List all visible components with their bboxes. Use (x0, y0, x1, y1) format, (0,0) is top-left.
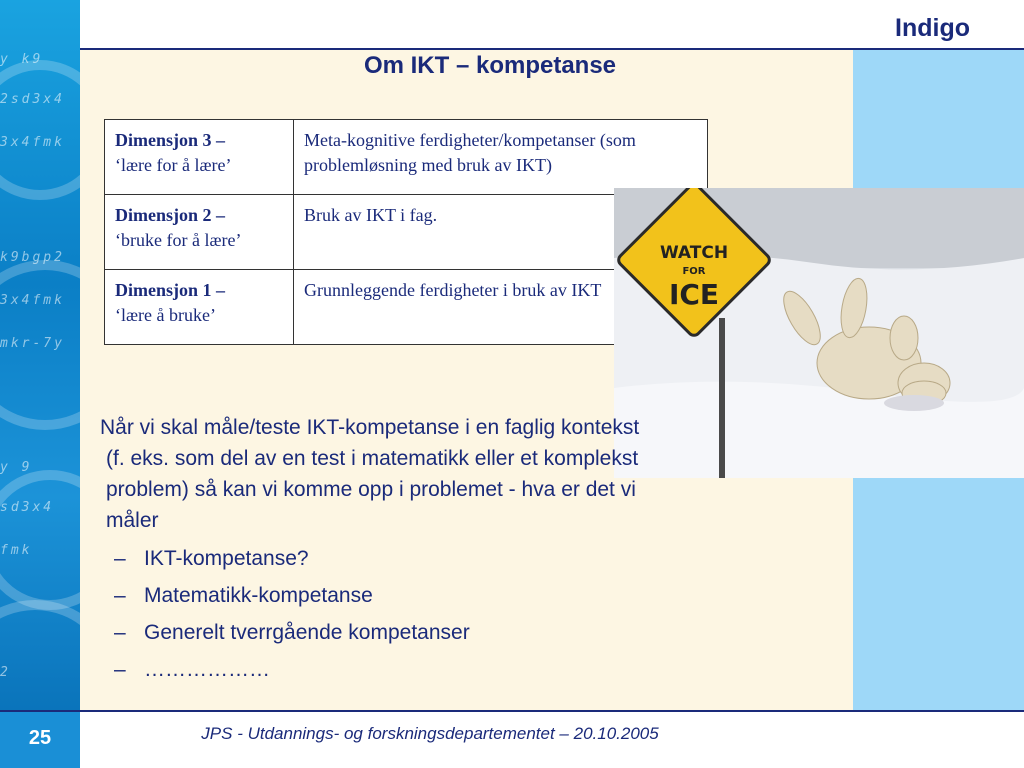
dimension-description: ‘lære å bruke’ (115, 305, 216, 325)
slide-body (100, 412, 640, 688)
page-number: 25 (0, 712, 80, 768)
dimension-content: Meta-kognitive ferdigheter/kompetanser (som problemløsning med bruk av IKT) (294, 120, 708, 195)
dimension-name: Dimensjon 1 – (115, 280, 226, 300)
bullet-dash: – (114, 584, 126, 607)
table-row (105, 120, 708, 195)
bullet-list (100, 540, 640, 688)
list-item (100, 614, 640, 651)
dimension-cell (105, 195, 294, 270)
polar-bear-sign-illustration (614, 188, 1024, 478)
dimension-description: ‘bruke for å lære’ (115, 230, 242, 250)
body-paragraph: Når vi skal måle/teste IKT-kompetanse i en faglig kontekst (f. eks. som del av en test i matematikk eller et komplekst problem) så kan vi komme opp i problemet - hva er det vi måler (100, 416, 640, 532)
dimension-content: Grunnleggende ferdigheter i bruk av IKT (294, 270, 708, 345)
sign-text-watch: WATCH (659, 243, 729, 263)
list-item (100, 651, 640, 688)
brand-label: Indigo (895, 14, 970, 42)
decorative-side-strip: y k9 2sd3x4 3x4fmk k9bgp2 3x4fmk mkr-7y y 9 sd3x4 fmk 2 (0, 0, 80, 710)
dimension-content: Bruk av IKT i fag. (294, 195, 708, 270)
dimension-name: Dimensjon 2 – (115, 205, 226, 225)
sign-text-ice: ICE (668, 278, 720, 311)
bullet-dash: – (114, 621, 126, 644)
bullet-text: IKT-kompetanse? (144, 547, 309, 570)
footer-text: JPS - Utdannings- og forskningsdepartementet – 20.10.2005 (201, 724, 659, 743)
bullet-dash: – (114, 658, 126, 681)
list-item (100, 540, 640, 577)
watch-for-ice-photo (614, 188, 1024, 478)
dimension-cell (105, 270, 294, 345)
list-item (100, 577, 640, 614)
dimension-name: Dimensjon 3 – (115, 130, 226, 150)
bullet-text: Generelt tverrgående kompetanser (144, 621, 470, 644)
dimension-description: ‘lære for å lære’ (115, 155, 232, 175)
footer-rule (0, 710, 1024, 712)
sign-text-for: FOR (682, 266, 706, 277)
bullet-text: Matematikk-kompetanse (144, 584, 373, 607)
bullet-dash: – (114, 547, 126, 570)
bullet-text: ……………… (144, 658, 270, 681)
dimension-cell (105, 120, 294, 195)
slide-title: Om IKT – kompetanse (363, 52, 617, 79)
